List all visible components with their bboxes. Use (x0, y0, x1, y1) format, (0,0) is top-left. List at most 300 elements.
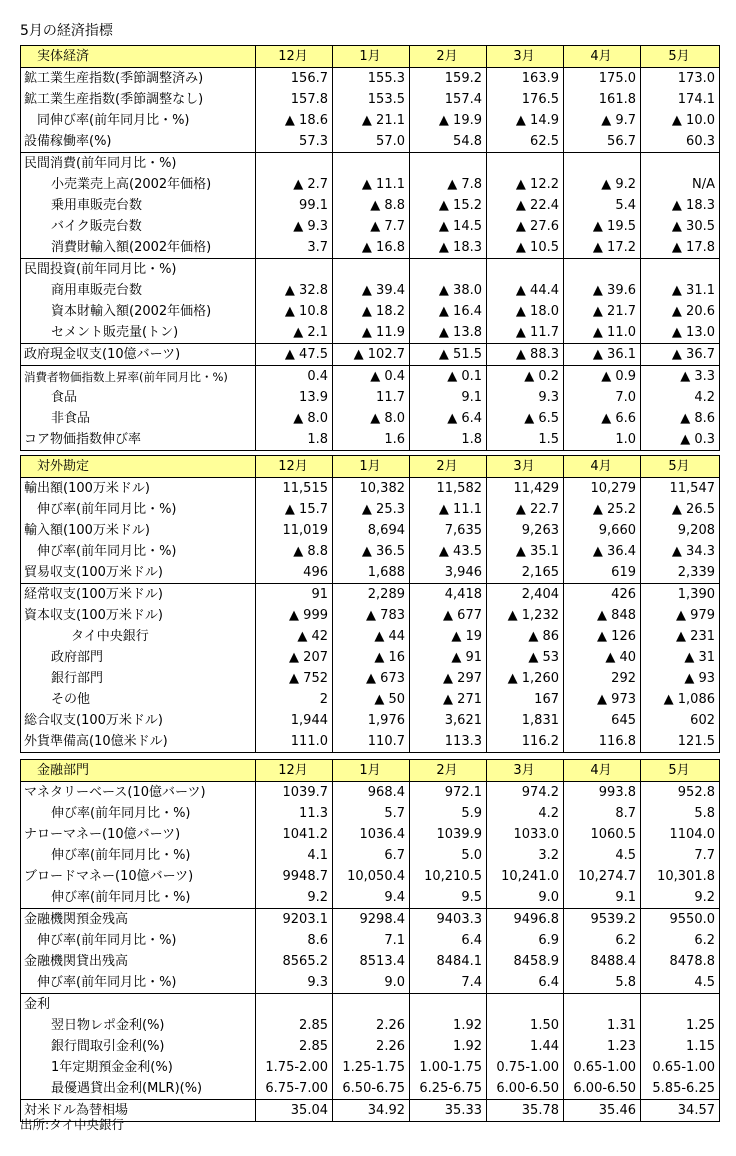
value-cell: 10,210.5 (410, 866, 487, 887)
value-cell: ▲ 36.5 (333, 541, 410, 562)
table-row (21, 89, 720, 110)
value-cell: 8.6 (256, 930, 333, 951)
table-row (21, 478, 720, 500)
value-cell: ▲ 1,232 (487, 605, 564, 626)
value-cell: ▲ 18.3 (641, 195, 720, 216)
value-cell (410, 259, 487, 281)
value-cell: 3,946 (410, 562, 487, 584)
table-row (21, 366, 720, 388)
value-cell: 1104.0 (641, 824, 720, 845)
value-cell: 5.9 (410, 803, 487, 824)
value-cell: 9539.2 (564, 909, 641, 931)
value-cell: ▲ 11.0 (564, 322, 641, 344)
value-cell: 56.7 (564, 131, 641, 153)
value-cell (410, 153, 487, 175)
month-header: 5月 (641, 456, 720, 478)
value-cell: 1.92 (410, 1036, 487, 1057)
month-header: 3月 (487, 760, 564, 782)
value-cell: 9.0 (487, 887, 564, 909)
table-row (21, 626, 720, 647)
row-label: ナローマネー(10億バーツ) (21, 824, 256, 845)
row-label: 伸び率(前年同月比・%) (21, 803, 256, 824)
value-cell: 9.1 (410, 387, 487, 408)
value-cell: ▲ 40 (564, 647, 641, 668)
table-row (21, 237, 720, 259)
value-cell: ▲ 973 (564, 689, 641, 710)
table-row (21, 972, 720, 994)
row-label: バイク販売台数 (21, 216, 256, 237)
value-cell: ▲ 50 (333, 689, 410, 710)
row-label: 伸び率(前年同月比・%) (21, 972, 256, 994)
value-cell: 175.0 (564, 68, 641, 90)
value-cell: 6.4 (487, 972, 564, 994)
value-cell: 11.3 (256, 803, 333, 824)
value-cell: 4.5 (641, 972, 720, 994)
value-cell: ▲ 36.4 (564, 541, 641, 562)
section-header-row (21, 46, 720, 68)
table-row (21, 344, 720, 366)
value-cell: 157.8 (256, 89, 333, 110)
value-cell: ▲ 39.6 (564, 280, 641, 301)
value-cell: 7.1 (333, 930, 410, 951)
row-label: タイ中央銀行 (21, 626, 256, 647)
value-cell: 8484.1 (410, 951, 487, 972)
row-label: 輸出額(100万米ドル) (21, 478, 256, 500)
value-cell: 1033.0 (487, 824, 564, 845)
value-cell: 602 (641, 710, 720, 731)
value-cell: ▲ 18.6 (256, 110, 333, 131)
row-label: 鉱工業生産指数(季節調整済み) (21, 68, 256, 90)
row-label: 経常収支(100万米ドル) (21, 584, 256, 606)
value-cell: ▲ 0.9 (564, 366, 641, 388)
value-cell: ▲ 752 (256, 668, 333, 689)
value-cell: 9.3 (487, 387, 564, 408)
value-cell: 5.85-6.25 (641, 1078, 720, 1100)
month-header: 12月 (256, 760, 333, 782)
page-title: 5月の経済指標 (20, 23, 113, 39)
value-cell: 2.26 (333, 1015, 410, 1036)
value-cell: 155.3 (333, 68, 410, 90)
value-cell: 1.25-1.75 (333, 1057, 410, 1078)
section-title: 金融部門 (21, 760, 256, 782)
table-row (21, 909, 720, 931)
value-cell: 952.8 (641, 782, 720, 804)
value-cell: 1.6 (333, 429, 410, 451)
table-row (21, 216, 720, 237)
table-row (21, 731, 720, 753)
value-cell: 153.5 (333, 89, 410, 110)
table-row (21, 301, 720, 322)
table-row (21, 845, 720, 866)
value-cell: 8478.8 (641, 951, 720, 972)
table-row (21, 1036, 720, 1057)
value-cell: 57.0 (333, 131, 410, 153)
value-cell: ▲ 2.7 (256, 174, 333, 195)
value-cell: 1,831 (487, 710, 564, 731)
value-cell: 35.46 (564, 1100, 641, 1122)
value-cell: 34.57 (641, 1100, 720, 1122)
value-cell (564, 994, 641, 1016)
value-cell: 2 (256, 689, 333, 710)
value-cell: N/A (641, 174, 720, 195)
table-row (21, 174, 720, 195)
value-cell: ▲ 677 (410, 605, 487, 626)
value-cell: ▲ 19.9 (410, 110, 487, 131)
value-cell: 6.50-6.75 (333, 1078, 410, 1100)
value-cell: ▲ 11.7 (487, 322, 564, 344)
value-cell: 2,339 (641, 562, 720, 584)
value-cell: ▲ 999 (256, 605, 333, 626)
value-cell: ▲ 17.8 (641, 237, 720, 259)
value-cell: 1.5 (487, 429, 564, 451)
month-header: 5月 (641, 760, 720, 782)
value-cell: ▲ 27.6 (487, 216, 564, 237)
month-header: 1月 (333, 456, 410, 478)
value-cell: 1060.5 (564, 824, 641, 845)
table-row (21, 930, 720, 951)
value-cell: 0.4 (256, 366, 333, 388)
value-cell: ▲ 8.6 (641, 408, 720, 429)
value-cell (564, 153, 641, 175)
value-cell: 9550.0 (641, 909, 720, 931)
value-cell: ▲ 9.3 (256, 216, 333, 237)
value-cell: 8565.2 (256, 951, 333, 972)
value-cell: 2,165 (487, 562, 564, 584)
value-cell: ▲ 783 (333, 605, 410, 626)
value-cell (487, 259, 564, 281)
value-cell: 10,301.8 (641, 866, 720, 887)
value-cell: 4,418 (410, 584, 487, 606)
row-label: 金融機関預金残高 (21, 909, 256, 931)
value-cell: 3.2 (487, 845, 564, 866)
value-cell: 1.75-2.00 (256, 1057, 333, 1078)
value-cell: 1,976 (333, 710, 410, 731)
value-cell: ▲ 47.5 (256, 344, 333, 366)
row-label: 小売業売上高(2002年価格) (21, 174, 256, 195)
table-row (21, 562, 720, 584)
table-row (21, 584, 720, 606)
value-cell: ▲ 18.3 (410, 237, 487, 259)
row-label: 金融機関貸出残高 (21, 951, 256, 972)
value-cell: 6.9 (487, 930, 564, 951)
value-cell: 2.26 (333, 1036, 410, 1057)
month-header: 5月 (641, 46, 720, 68)
value-cell: 11,515 (256, 478, 333, 500)
row-label: 銀行部門 (21, 668, 256, 689)
value-cell: ▲ 0.4 (333, 366, 410, 388)
month-header: 3月 (487, 456, 564, 478)
value-cell: ▲ 16 (333, 647, 410, 668)
value-cell: 6.2 (564, 930, 641, 951)
value-cell: ▲ 1,086 (641, 689, 720, 710)
value-cell: 7.0 (564, 387, 641, 408)
value-cell: 1.00-1.75 (410, 1057, 487, 1078)
value-cell (487, 994, 564, 1016)
value-cell: ▲ 11.1 (410, 499, 487, 520)
value-cell: 6.4 (410, 930, 487, 951)
row-label: 総合収支(100万米ドル) (21, 710, 256, 731)
value-cell: 10,274.7 (564, 866, 641, 887)
month-header: 12月 (256, 456, 333, 478)
financial-sector-table (20, 759, 720, 1122)
table-row (21, 408, 720, 429)
value-cell: 161.8 (564, 89, 641, 110)
table-row (21, 994, 720, 1016)
value-cell: ▲ 271 (410, 689, 487, 710)
value-cell: ▲ 38.0 (410, 280, 487, 301)
value-cell: 60.3 (641, 131, 720, 153)
row-label: 政府現金収支(10億バーツ) (21, 344, 256, 366)
section-header-row (21, 760, 720, 782)
value-cell: ▲ 18.0 (487, 301, 564, 322)
value-cell: ▲ 2.1 (256, 322, 333, 344)
value-cell: ▲ 86 (487, 626, 564, 647)
real-economy-table (20, 45, 720, 451)
value-cell: ▲ 36.7 (641, 344, 720, 366)
value-cell: 1,944 (256, 710, 333, 731)
value-cell: ▲ 16.4 (410, 301, 487, 322)
value-cell: ▲ 44.4 (487, 280, 564, 301)
value-cell: 110.7 (333, 731, 410, 753)
value-cell: ▲ 10.0 (641, 110, 720, 131)
value-cell: 9298.4 (333, 909, 410, 931)
value-cell: 10,241.0 (487, 866, 564, 887)
row-label: 非食品 (21, 408, 256, 429)
value-cell: 1.23 (564, 1036, 641, 1057)
value-cell: 0.65-1.00 (641, 1057, 720, 1078)
table-row (21, 387, 720, 408)
value-cell: 8513.4 (333, 951, 410, 972)
value-cell: 972.1 (410, 782, 487, 804)
value-cell: 11,547 (641, 478, 720, 500)
table-row (21, 782, 720, 804)
row-label: 伸び率(前年同月比・%) (21, 845, 256, 866)
value-cell: ▲ 22.7 (487, 499, 564, 520)
value-cell: 6.75-7.00 (256, 1078, 333, 1100)
value-cell: 6.2 (641, 930, 720, 951)
value-cell: 4.5 (564, 845, 641, 866)
value-cell: 9948.7 (256, 866, 333, 887)
row-label: 資本財輸入額(2002年価格) (21, 301, 256, 322)
table-row (21, 195, 720, 216)
table-row (21, 1100, 720, 1122)
row-label: セメント販売量(トン) (21, 322, 256, 344)
value-cell: 1039.9 (410, 824, 487, 845)
row-label: 1年定期預金金利(%) (21, 1057, 256, 1078)
value-cell: 116.2 (487, 731, 564, 753)
value-cell: 13.9 (256, 387, 333, 408)
value-cell: 173.0 (641, 68, 720, 90)
row-label: 伸び率(前年同月比・%) (21, 499, 256, 520)
table-row (21, 689, 720, 710)
value-cell: 1.0 (564, 429, 641, 451)
value-cell: 8,694 (333, 520, 410, 541)
value-cell: 9.3 (256, 972, 333, 994)
value-cell (641, 259, 720, 281)
source-note: 出所:タイ中央銀行 (20, 1117, 124, 1132)
value-cell: ▲ 12.2 (487, 174, 564, 195)
value-cell: 1039.7 (256, 782, 333, 804)
value-cell: ▲ 297 (410, 668, 487, 689)
table-row (21, 110, 720, 131)
table-row (21, 605, 720, 626)
value-cell: ▲ 39.4 (333, 280, 410, 301)
value-cell: 5.0 (410, 845, 487, 866)
value-cell: ▲ 13.0 (641, 322, 720, 344)
value-cell: ▲ 34.3 (641, 541, 720, 562)
value-cell: ▲ 3.3 (641, 366, 720, 388)
value-cell: 1.44 (487, 1036, 564, 1057)
table-row (21, 499, 720, 520)
value-cell: 645 (564, 710, 641, 731)
value-cell: 3.7 (256, 237, 333, 259)
value-cell: 1,688 (333, 562, 410, 584)
value-cell: 1.92 (410, 1015, 487, 1036)
table-row (21, 541, 720, 562)
month-header: 1月 (333, 760, 410, 782)
row-label: コア物価指数伸び率 (21, 429, 256, 451)
value-cell: 11,429 (487, 478, 564, 500)
value-cell: ▲ 51.5 (410, 344, 487, 366)
value-cell: 619 (564, 562, 641, 584)
value-cell: ▲ 0.3 (641, 429, 720, 451)
value-cell: 9,208 (641, 520, 720, 541)
section-header-row (21, 456, 720, 478)
row-label: 消費財輸入額(2002年価格) (21, 237, 256, 259)
value-cell: ▲ 0.2 (487, 366, 564, 388)
value-cell: ▲ 6.6 (564, 408, 641, 429)
value-cell (333, 994, 410, 1016)
row-label: 鉱工業生産指数(季節調整なし) (21, 89, 256, 110)
value-cell: 496 (256, 562, 333, 584)
table-row (21, 131, 720, 153)
value-cell: ▲ 42 (256, 626, 333, 647)
table-row (21, 647, 720, 668)
value-cell: ▲ 93 (641, 668, 720, 689)
table-row (21, 803, 720, 824)
value-cell (256, 994, 333, 1016)
value-cell: 121.5 (641, 731, 720, 753)
value-cell: ▲ 102.7 (333, 344, 410, 366)
value-cell: 10,382 (333, 478, 410, 500)
value-cell: ▲ 10.8 (256, 301, 333, 322)
value-cell: 11,582 (410, 478, 487, 500)
row-label: 民間消費(前年同月比・%) (21, 153, 256, 175)
value-cell: ▲ 26.5 (641, 499, 720, 520)
value-cell: 1.50 (487, 1015, 564, 1036)
value-cell: ▲ 7.7 (333, 216, 410, 237)
value-cell: ▲ 32.8 (256, 280, 333, 301)
value-cell: ▲ 9.7 (564, 110, 641, 131)
value-cell: ▲ 88.3 (487, 344, 564, 366)
table-row (21, 520, 720, 541)
value-cell (256, 259, 333, 281)
value-cell: ▲ 19 (410, 626, 487, 647)
value-cell: 1.8 (410, 429, 487, 451)
table-row (21, 1078, 720, 1100)
row-label: 民間投資(前年同月比・%) (21, 259, 256, 281)
table-row (21, 866, 720, 887)
value-cell: ▲ 9.2 (564, 174, 641, 195)
value-cell: ▲ 25.3 (333, 499, 410, 520)
value-cell: 1.31 (564, 1015, 641, 1036)
value-cell: 35.78 (487, 1100, 564, 1122)
value-cell: 1.25 (641, 1015, 720, 1036)
value-cell: 9203.1 (256, 909, 333, 931)
value-cell: 4.2 (487, 803, 564, 824)
value-cell: 8.7 (564, 803, 641, 824)
value-cell: 99.1 (256, 195, 333, 216)
value-cell: 3,621 (410, 710, 487, 731)
value-cell: ▲ 0.1 (410, 366, 487, 388)
row-label: 設備稼働率(%) (21, 131, 256, 153)
row-label: 翌日物レポ金利(%) (21, 1015, 256, 1036)
value-cell: 9.5 (410, 887, 487, 909)
value-cell: 292 (564, 668, 641, 689)
value-cell (410, 994, 487, 1016)
value-cell: 176.5 (487, 89, 564, 110)
value-cell: ▲ 13.8 (410, 322, 487, 344)
value-cell: ▲ 36.1 (564, 344, 641, 366)
value-cell: ▲ 25.2 (564, 499, 641, 520)
value-cell: 1.8 (256, 429, 333, 451)
value-cell: 6.7 (333, 845, 410, 866)
value-cell: 8458.9 (487, 951, 564, 972)
value-cell: 163.9 (487, 68, 564, 90)
month-header: 2月 (410, 456, 487, 478)
value-cell (641, 153, 720, 175)
value-cell: ▲ 848 (564, 605, 641, 626)
month-header: 2月 (410, 46, 487, 68)
row-label: 伸び率(前年同月比・%) (21, 541, 256, 562)
row-label: 乗用車販売台数 (21, 195, 256, 216)
value-cell (487, 153, 564, 175)
value-cell: ▲ 8.8 (256, 541, 333, 562)
value-cell: 111.0 (256, 731, 333, 753)
value-cell (256, 153, 333, 175)
table-row (21, 1015, 720, 1036)
row-label: マネタリーベース(10億バーツ) (21, 782, 256, 804)
value-cell: ▲ 126 (564, 626, 641, 647)
table-row (21, 322, 720, 344)
value-cell: ▲ 35.1 (487, 541, 564, 562)
value-cell: 7.4 (410, 972, 487, 994)
value-cell: ▲ 979 (641, 605, 720, 626)
row-label: 貿易収支(100万米ドル) (21, 562, 256, 584)
value-cell: ▲ 17.2 (564, 237, 641, 259)
value-cell: ▲ 21.1 (333, 110, 410, 131)
value-cell: 0.75-1.00 (487, 1057, 564, 1078)
table-row (21, 153, 720, 175)
value-cell: ▲ 91 (410, 647, 487, 668)
month-header: 4月 (564, 456, 641, 478)
row-label: 最優遇貸出金利(MLR)(%) (21, 1078, 256, 1100)
row-label: 食品 (21, 387, 256, 408)
month-header: 12月 (256, 46, 333, 68)
value-cell: ▲ 21.7 (564, 301, 641, 322)
value-cell: 34.92 (333, 1100, 410, 1122)
value-cell: ▲ 15.7 (256, 499, 333, 520)
table-row (21, 710, 720, 731)
value-cell: 157.4 (410, 89, 487, 110)
value-cell: ▲ 43.5 (410, 541, 487, 562)
value-cell: 54.8 (410, 131, 487, 153)
row-label: 政府部門 (21, 647, 256, 668)
month-header: 4月 (564, 760, 641, 782)
value-cell: 1.15 (641, 1036, 720, 1057)
value-cell: ▲ 207 (256, 647, 333, 668)
value-cell: 1041.2 (256, 824, 333, 845)
